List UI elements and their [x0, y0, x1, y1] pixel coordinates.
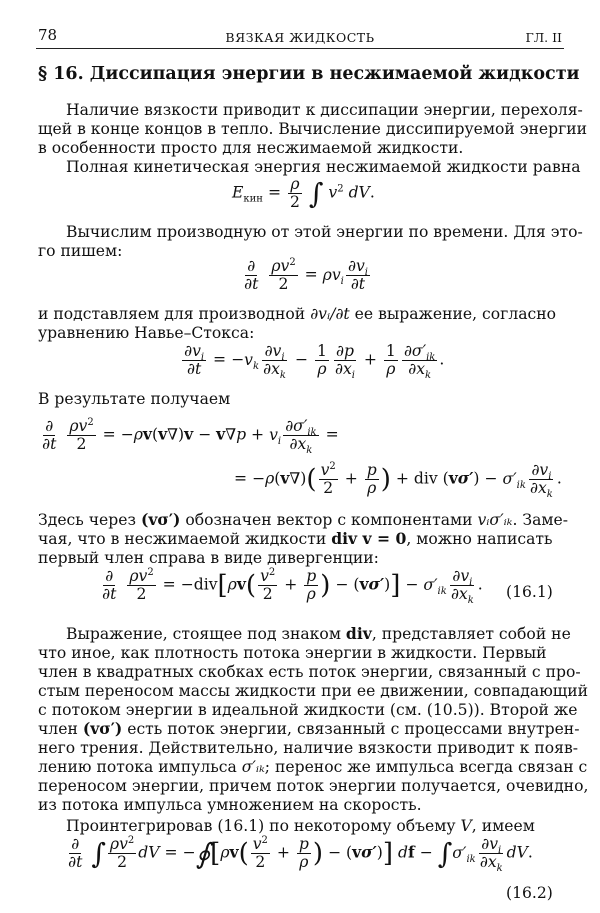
section-title: § 16. Диссипация энергии в несжимаемой жидкости: [38, 64, 580, 84]
p8-line1: Проинтегрировав (16.1) по некоторому объему V, имеем: [66, 817, 535, 835]
p7-line3: член в квадратных скобках есть поток энергии, связанный с про-: [38, 663, 581, 681]
p7-line8: лению потока импульса σ′ᵢₖ; перенос же импульса всегда связан с: [38, 758, 588, 776]
p1-line1: Наличие вязкости приводит к диссипации энергии, перехоля-: [66, 101, 583, 119]
p1-line2: щей в конце концов в тепло. Вычисление диссипируемой энергии: [38, 120, 588, 138]
equation-navier-stokes: $\frac{\partial v_i}{\partial t}$ = $-v_k$ $\frac{\partial v_i}{\partial x_k}$ − $\frac{1}{\rho}$ $\frac{\partial p}{\partial x_i}$ + $\frac{1}{\rho}$ $\frac{\partial\sigma'_{ik}}{\partial x_k}$ .: [184, 342, 445, 382]
p7-line7: него трения. Действительно, наличие вязкости приводит к появ-: [38, 739, 579, 757]
p4-line1: и подставляем для производной ∂vᵢ/∂t ее выражение, согласно: [38, 305, 557, 323]
p1-line3: в особенности просто для несжимаемой жидкости.: [38, 139, 464, 157]
header-rule: [36, 48, 564, 49]
equation-energy-derivative: $\frac{\partial}{\partial t}$ $\frac{\rho v^2}{2}$ = $\rho v_i$ $\frac{\partial v_i}{\partial t}$: [244, 256, 368, 293]
p7-line5: с потоком энергии в идеальной жидкости (см. (10.5)). Второй же: [38, 701, 578, 719]
p7-line1: Выражение, стоящее под знаком div, представляет собой не: [66, 624, 571, 643]
p4-line2: уравнению Навье–Стокса:: [38, 324, 255, 342]
p6-line2: чая, что в несжимаемой жидкости div v = 0, можно написать: [38, 529, 553, 548]
p6-line1: Здесь через (vσ′) обозначен вектор с компонентами vᵢσ′ᵢₖ. Заме-: [38, 510, 569, 529]
page-number: 78: [38, 26, 58, 44]
p7-line2: что иное, как плотность потока энергии в жидкости. Первый: [38, 644, 547, 662]
equation-result-line1: $\frac{\partial}{\partial t}$ $\frac{\rho v^2}{2}$ = $-\rho v(v\nabla)v - v\nabla p + v_i$ $\frac{\partial\sigma'_{ik}}{\partial x_k}$ =: [42, 416, 339, 457]
running-title: ВЯЗКАЯ ЖИДКОСТЬ: [225, 30, 375, 45]
equation-number-16-1: (16.1): [506, 583, 553, 601]
p2-line1: Полная кинетическая энергия несжимаемой жидкости равна: [66, 158, 581, 176]
equation-result-line2: = −ρ(v∇)( $\frac{v^2}{2}$ + $\frac{p}{\rho}$ ) + div $(v\sigma') - \sigma'_{ik}$ $\frac{\partial v_i}{\partial x_k}$ .: [234, 460, 562, 501]
p6-line3: первый член справа в виде дивергенции:: [38, 549, 379, 567]
equation-16-2: $\frac{\partial}{\partial t}$ ∫ $\frac{\rho v^2}{2}$ dV = −∮[ρv( $\frac{v^2}{2}$ + $\frac{p}{\rho}$ ) − (vσ′)] df − $\int\sigma'_{ik}$ $\frac{\partial v_i}{\partial x_k}$ dV.: [68, 834, 533, 875]
equation-16-1: $\frac{\partial}{\partial t}$ $\frac{\rho v^2}{2}$ = −div[ρv( $\frac{v^2}{2}$ + $\frac{p}{\rho}$ ) − $(v\sigma')] - \sigma'_{ik}$ $\frac{\partial v_i}{\partial x_k}$ .: [102, 566, 483, 607]
p3-line1: Вычислим производную от этой энергии по времени. Для это-: [66, 223, 583, 241]
p7-line10: из потока импульса умножением на скорость.: [38, 796, 422, 814]
p7-line9: переносом энергии, причем поток энергии получается, очевидно,: [38, 777, 589, 795]
p5-line1: В результате получаем: [38, 390, 231, 408]
p7-line6: член (vσ′) есть поток энергии, связанный с процессами внутрен-: [38, 719, 580, 738]
equation-kinetic-energy: $E_{кин}$ = $\frac{\rho}{2}$ ∫ $v^2$ dV.: [232, 175, 375, 211]
equation-number-16-2: (16.2): [506, 884, 553, 902]
p7-line4: стым переносом массы жидкости при ее движении, совпадающий: [38, 682, 589, 700]
chapter-label: ГЛ. II: [525, 30, 562, 45]
p3-line2: го пишем:: [38, 242, 123, 260]
